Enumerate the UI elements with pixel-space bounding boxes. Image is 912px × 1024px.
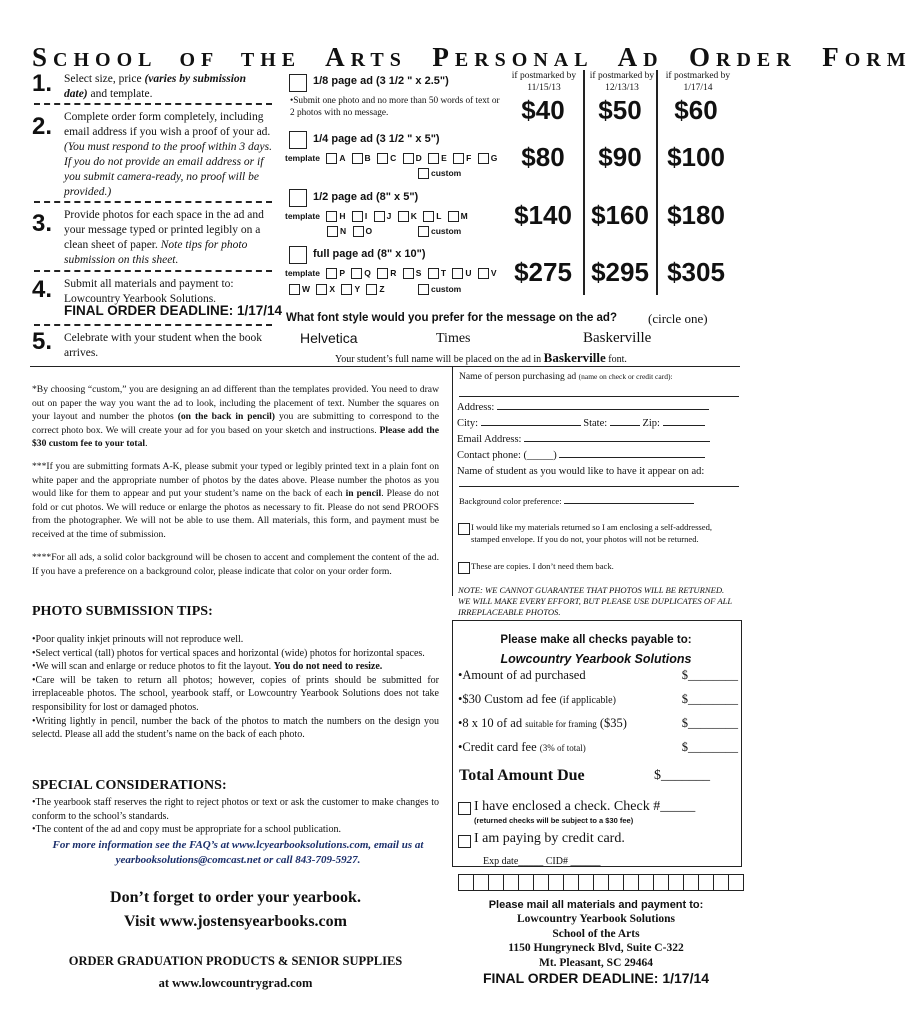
fee-amount-input[interactable]: $________	[681, 716, 738, 730]
template-options-full-2: W X Y Z	[285, 284, 385, 295]
special-item: •The yearbook staff reserves the right to reject photos or text or ask the customer to make changes to conform to the school’s standards.	[32, 797, 439, 822]
template-checkbox[interactable]	[316, 284, 327, 295]
template-checkbox[interactable]	[478, 268, 489, 279]
template-checkbox[interactable]	[428, 153, 439, 164]
mail-line: Lowcountry Yearbook Solutions	[516, 913, 676, 925]
check-checkbox[interactable]	[458, 802, 471, 815]
template-checkbox[interactable]	[453, 153, 464, 164]
template-checkbox[interactable]	[341, 284, 352, 295]
grad-promo	[32, 950, 439, 994]
template-checkbox[interactable]	[478, 153, 489, 164]
template-checkbox[interactable]	[352, 211, 363, 222]
divider	[30, 366, 740, 367]
divider	[34, 270, 272, 272]
student-label: Name of student as you would like to have it appear on ad:	[457, 466, 705, 477]
tip: •Poor quality inkjet prinouts will not reproduce well.	[32, 634, 244, 645]
card-number-input[interactable]	[458, 874, 744, 891]
template-checkbox[interactable]	[366, 284, 377, 295]
background-note: ****For all ads, a solid color background will be chosen to accent and complement the content of the ad. If you have a preference on a background color, please indicate that color on your order form.	[32, 552, 439, 577]
template-checkbox[interactable]	[377, 153, 388, 164]
price: $295	[591, 257, 649, 287]
fee-row: •$30 Custom ad fee (if applicable) $________	[458, 692, 738, 716]
city-input[interactable]	[481, 425, 581, 426]
special-title: SPECIAL CONSIDERATIONS:	[32, 778, 227, 793]
grad-line: ORDER GRADUATION PRODUCTS & SENIOR SUPPLIES	[68, 954, 403, 968]
fee-amount-input[interactable]: $________	[681, 740, 738, 754]
special-list	[32, 796, 439, 837]
contact-fields: Address: City: State: Zip: Email Address: Contact phone: (_____) Name of student as you would like to have it appear on ad:	[457, 400, 739, 480]
custom-option-quarter: custom	[414, 168, 461, 179]
payee: Lowcountry Yearbook Solutions	[500, 652, 692, 666]
purchaser-label: Name of person purchasing ad (name on check or credit card):	[459, 371, 673, 382]
template-checkbox[interactable]	[452, 268, 463, 279]
special-item: •The content of the ad and copy must be appropriate for a school publication.	[32, 824, 341, 836]
step-5: Celebrate with your student when the book arrives.	[64, 332, 263, 359]
photo-warning: NOTE: WE CANNOT GUARANTEE THAT PHOTOS WILL BE RETURNED. WE WILL MAKE EVERY EFFORT, BUT PLEASE USE DUPLICATES OF ALL IRREPLACEABLE PHOTOS.	[458, 585, 732, 617]
credit-checkbox[interactable]	[458, 835, 471, 848]
font-option-helvetica[interactable]: Helvetica	[300, 330, 358, 346]
copies-checkbox[interactable]	[458, 562, 470, 574]
price: $50	[598, 95, 642, 125]
mail-line: 1150 Hungryneck Blvd, Suite C-322	[508, 942, 684, 954]
fee-amount-input[interactable]: $________	[681, 668, 738, 682]
mail-deadline: FINAL ORDER DEADLINE: 1/17/14	[482, 970, 710, 986]
fee-row: •Amount of ad purchased $________	[458, 668, 738, 692]
step-3: Provide photos for each space in the ad and your message typed or printed legibly on a clean sheet of paper. Note tips for photo submission on this sheet.	[64, 209, 264, 266]
fee-row: •8 x 10 of ad suitable for framing ($35) $________	[458, 716, 738, 740]
ad-size-checkbox-eighth[interactable]	[289, 74, 307, 92]
ad-note: •Submit one photo and no more than 50 words of text or 2 photos with no message.	[290, 96, 500, 118]
template-checkbox[interactable]	[327, 226, 338, 237]
font-option-times[interactable]: Times	[436, 331, 471, 346]
step-4: Submit all materials and payment to: Lowcountry Yearbook Solutions.	[64, 278, 234, 305]
bg-pref-input[interactable]	[564, 503, 694, 504]
price-header-1: if postmarked by 11/15/13	[511, 71, 577, 93]
template-options-half: template H I J K L M	[285, 211, 468, 221]
yearbook-line: Don’t forget to order your yearbook.	[110, 889, 361, 906]
total-label: Total Amount Due	[459, 767, 585, 784]
mail-line: Mt. Pleasant, SC 29464	[538, 956, 654, 969]
template-checkbox[interactable]	[326, 153, 337, 164]
check-note: (returned checks will be subject to a $30 fee)	[474, 816, 634, 825]
ad-size-full: full page ad (8" x 10")	[313, 248, 426, 260]
custom-note: *By choosing “custom,” you are designing an ad different than the templates provided. You need to draw out on paper the way you want the ad to look, including the placement of text. Number the squares on your layout and number the photos (on the back in pencil) you are submitting to correspond to the correct photo box. We will create your ad for you based on your sketch and instructions. Please add the $30 custom fee to your total.	[32, 384, 440, 450]
tips-title: PHOTO SUBMISSION TIPS:	[32, 604, 213, 619]
step-2-number: 2.	[32, 113, 53, 140]
divider	[656, 70, 658, 295]
template-options-quarter: template A B C D E F G	[285, 153, 498, 163]
step-4-number: 4.	[32, 276, 53, 303]
purchaser-input[interactable]	[459, 384, 739, 397]
yearbook-promo	[32, 886, 439, 934]
return-materials-option: I would like my materials returned so I am enclosing a self-addressed, stamped envelope. If you do not, your photos will not be returned.	[471, 522, 713, 544]
template-checkbox[interactable]	[351, 268, 362, 279]
template-checkbox[interactable]	[326, 211, 337, 222]
template-checkbox[interactable]	[377, 268, 388, 279]
custom-checkbox[interactable]	[418, 168, 429, 179]
ad-size-checkbox-full[interactable]	[289, 246, 307, 264]
price: $160	[591, 200, 649, 230]
credit-option: I am paying by credit card.	[474, 831, 625, 846]
ad-size-eighth: 1/8 page ad (3 1/2 " x 2.5")	[313, 75, 449, 87]
email-input[interactable]	[524, 441, 710, 442]
font-option-baskerville[interactable]: Baskerville	[583, 330, 652, 346]
divider	[34, 103, 272, 105]
custom-option-half: custom	[414, 226, 461, 237]
price: $100	[667, 142, 725, 172]
mail-line: School of the Arts	[552, 927, 640, 940]
tip: •We will scan and enlarge or reduce photos to fit the layout. You do not need to resize.	[32, 661, 383, 673]
step-1-number: 1.	[32, 70, 53, 97]
divider	[34, 201, 272, 203]
tip: •Care will be taken to return all photos; however, copies of prints should be submitted for irreplaceable photos. The school, yearbook staff, or Lowcountry Yearbook Solutions does not take responsibility for lost or damaged photos.	[32, 674, 439, 713]
more-info: For more information see the FAQ’s at www.lcyearbooksolutions.com, email us at yearbooksolutions@comcast.net or call 843-709-5927.	[52, 839, 424, 866]
check-option: I have enclosed a check. Check #_____	[474, 799, 696, 814]
step-4-deadline: FINAL ORDER DEADLINE: 1/17/14	[64, 303, 283, 318]
circle-one: (circle one)	[648, 311, 708, 326]
mail-address	[452, 912, 740, 970]
format-note: ***If you are submitting formats A-K, please submit your typed or legibly printed text in a plain font on white paper and the appropriate number of photos by the dates above. Please number the photos as you would like for them to appear and put your student’s name on the back of each in pencil. Please do not fold or cut photos. We will reduce or enlarge the photos as necessary to fit. Please do not send PROOFS from the photographer. We will not be able to use them. All materials, this form, and payment must be received at the time of submission.	[32, 461, 439, 540]
step-1: Select size, price (varies by submission date) and template.	[64, 73, 247, 100]
step-5-number: 5.	[32, 328, 53, 355]
step-3-number: 3.	[32, 210, 53, 237]
template-checkbox[interactable]	[353, 226, 364, 237]
return-materials-checkbox[interactable]	[458, 523, 470, 535]
zip-input[interactable]	[663, 425, 705, 426]
template-checkbox[interactable]	[352, 153, 363, 164]
name-font-note: Your student’s full name will be placed on the ad in Baskerville font.	[335, 350, 627, 365]
template-options-half-2: N O	[323, 226, 372, 237]
template-checkbox[interactable]	[398, 211, 409, 222]
price: $180	[667, 200, 725, 230]
address-input[interactable]	[497, 409, 709, 410]
fee-row: •Credit card fee (3% of total) $________	[458, 740, 738, 764]
template-checkbox[interactable]	[326, 268, 337, 279]
price: $275	[514, 257, 572, 287]
template-options-full: template P Q R S T U V	[285, 268, 497, 278]
price-header-3: if postmarked by 1/17/14	[665, 71, 731, 93]
custom-checkbox[interactable]	[418, 226, 429, 237]
template-checkbox[interactable]	[448, 211, 459, 222]
state-input[interactable]	[610, 425, 640, 426]
template-checkbox[interactable]	[374, 211, 385, 222]
grad-link: at www.lowcountrygrad.com	[158, 976, 313, 990]
custom-option-full: custom	[414, 284, 461, 295]
template-checkbox[interactable]	[289, 284, 300, 295]
price: $60	[674, 95, 718, 125]
ad-size-checkbox-quarter[interactable]	[289, 131, 307, 149]
yearbook-link: Visit www.jostensyearbooks.com	[124, 913, 347, 930]
tip: •Writing lightly in pencil, number the back of the photos to match the numbers on the design you selectd. Please all add the student’s name on the back of each photo.	[32, 715, 439, 741]
step-2: Complete order form completely, including email address if you wish a proof of your ad. (You must respond to the proof within 3 days. If you do not provide an email address or if you submit camera-ready, no proof will be provided.)	[64, 111, 272, 198]
tips-list	[32, 633, 439, 742]
student-input[interactable]	[459, 480, 739, 487]
template-checkbox[interactable]	[403, 153, 414, 164]
copies-option: These are copies. I don’t need them back.	[471, 561, 614, 571]
font-question: What font style would you prefer for the message on the ad?	[286, 312, 617, 324]
custom-checkbox[interactable]	[418, 284, 429, 295]
ad-size-quarter: 1/4 page ad (3 1/2 " x 5")	[313, 133, 440, 145]
price: $305	[667, 257, 725, 287]
phone-input[interactable]	[559, 457, 705, 458]
fee-amount-input[interactable]: $________	[681, 692, 738, 706]
divider	[34, 324, 272, 326]
price: $40	[521, 95, 565, 125]
price: $80	[521, 142, 565, 172]
mail-title: Please mail all materials and payment to:	[488, 899, 704, 911]
price-header-2: if postmarked by 12/13/13	[589, 71, 655, 93]
tip: •Select vertical (tall) photos for vertical spaces and horizontal (wide) photos for horizontal spaces.	[32, 647, 425, 659]
exp-cid[interactable]: Exp date_____ CID# ______	[483, 856, 601, 867]
page-title: SCHOOL OF THE ARTS PERSONAL AD ORDER FORM	[32, 42, 912, 72]
fee-rows	[458, 668, 738, 764]
total-input[interactable]: $_______	[654, 768, 710, 783]
ad-size-checkbox-half[interactable]	[289, 189, 307, 207]
template-checkbox[interactable]	[428, 268, 439, 279]
price: $140	[514, 200, 572, 230]
template-checkbox[interactable]	[423, 211, 434, 222]
template-checkbox[interactable]	[403, 268, 414, 279]
divider	[452, 366, 453, 596]
bg-pref-label: Background color preference:	[459, 496, 694, 506]
price: $90	[598, 142, 642, 172]
ad-size-half: 1/2 page ad (8" x 5")	[313, 191, 419, 203]
checks-title: Please make all checks payable to:	[500, 634, 692, 646]
